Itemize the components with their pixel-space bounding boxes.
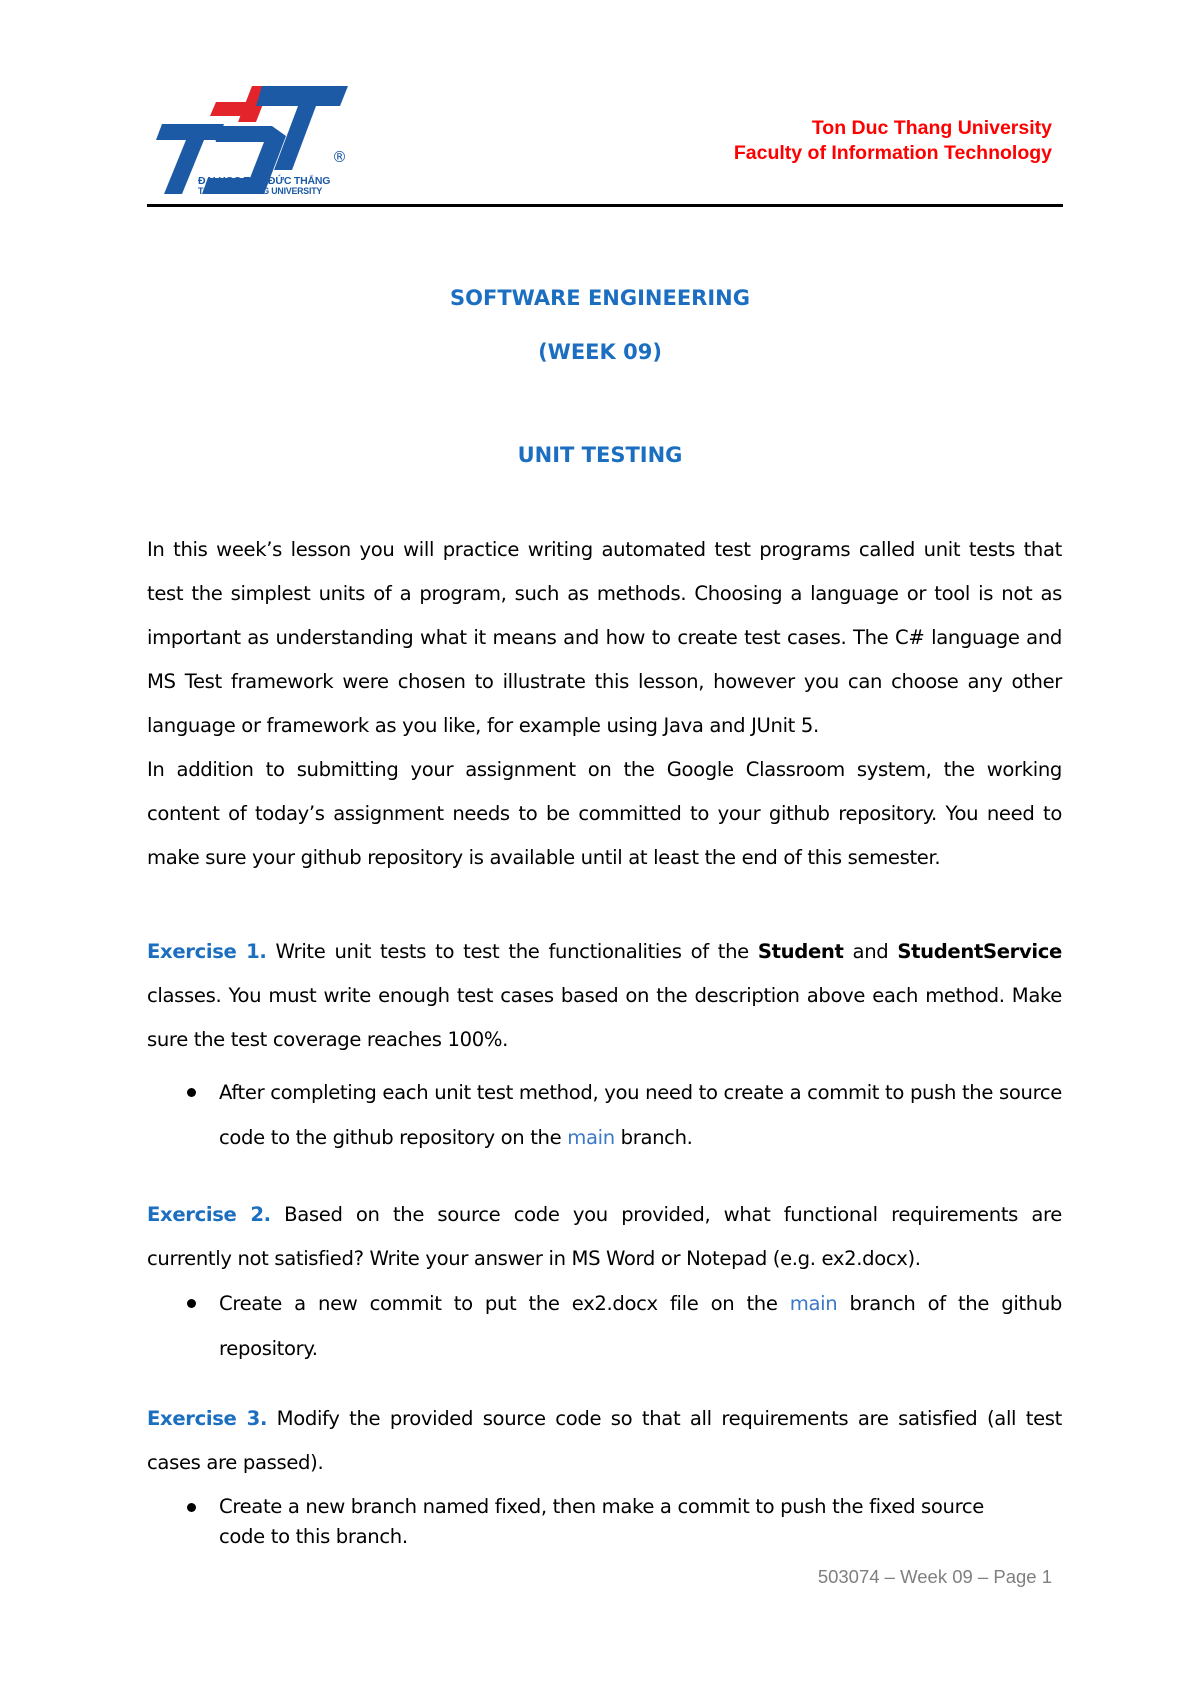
exercise-1-text (147, 930, 1062, 1062)
faculty-name: Faculty of Information Technology (733, 142, 1052, 164)
exercise-1-bullet-text-a: After completing each unit test method, you need to create a commit to push the source code to the github repository on the (219, 1081, 1062, 1149)
exercise-2-body: Based on the source code you provided, what functional requirements are currently not satisfied? Write your answer in MS Word or Notepad (e.g. ex2.docx). (147, 1203, 1062, 1270)
exercise-2-text (147, 1193, 1062, 1281)
exercise-1-label: Exercise 1. (147, 940, 267, 963)
university-name: Ton Duc Thang University (811, 117, 1052, 139)
exercise-3-bullet-text: Create a new branch named fixed, then make a commit to push the fixed source code to this branch. (219, 1495, 985, 1548)
university-logo (152, 82, 362, 200)
exercise-2-label: Exercise 2. (147, 1203, 271, 1226)
exercise-3-body: Modify the provided source code so that all requirements are satisfied (all test cases are passed). (147, 1407, 1063, 1474)
intro-section (147, 528, 1062, 880)
exercise-1 (147, 930, 1062, 1160)
exercise-1-text-b: and (843, 940, 898, 963)
class-name-student: Student (757, 940, 844, 963)
exercise-3-text (147, 1397, 1062, 1485)
exercise-1-text-a: Write unit tests to test the functionalities of the (266, 940, 758, 963)
exercise-2-bullet (147, 1281, 1062, 1371)
intro-paragraph-2: In addition to submitting your assignment on the Google Classroom system, the working content of today’s assignment needs to be committed to your github repository. You need to make sure your github repository is available until at least the end of this semester. (147, 758, 1062, 869)
logo-text-english: TON DUC THANG UNIVERSITY (198, 186, 323, 196)
exercise-1-bullet (147, 1070, 1062, 1160)
bullet-icon (187, 1503, 196, 1512)
exercise-2-bullet-text-b: branch of the github repository. (219, 1292, 1062, 1360)
logo-text-vietnamese: ĐẠI HỌC TÔN ĐỨC THẮNG (198, 175, 331, 187)
exercise-3-label: Exercise 3. (147, 1407, 268, 1430)
week-title: (WEEK 09) (538, 340, 662, 364)
header-institution (734, 116, 1052, 166)
exercise-3 (147, 1397, 1062, 1552)
registered-mark: ® (332, 148, 347, 166)
page-footer: 503074 – Week 09 – Page 1 (817, 1566, 1052, 1587)
exercise-3-bullet (147, 1485, 1062, 1552)
bullet-icon (187, 1299, 196, 1308)
branch-main: main (789, 1292, 838, 1315)
exercise-2-bullet-text-a: Create a new commit to put the ex2.docx file on the (219, 1292, 790, 1315)
bullet-icon (187, 1088, 196, 1097)
exercise-1-bullet-text-b: branch. (614, 1126, 693, 1149)
exercise-1-text-c: classes. You must write enough test cases based on the description above each method. Make sure the test coverage reaches 100%. (147, 984, 1062, 1051)
class-name-studentservice: StudentService (897, 940, 1062, 963)
exercise-2 (147, 1193, 1062, 1371)
branch-main: main (567, 1126, 615, 1149)
topic-title: UNIT TESTING (517, 443, 683, 467)
intro-paragraph-1: In this week’s lesson you will practice writing automated test programs called unit tests that test the simplest units of a program, such as methods. Choosing a language or tool is not as important as understanding what it means and how to create test cases. The C# language and MS Test framework were chosen to illustrate this lesson, however you can choose any other language or framework as you like, for example using Java and JUnit 5. (147, 538, 1062, 737)
course-title: SOFTWARE ENGINEERING (450, 286, 750, 310)
header-divider (147, 204, 1063, 207)
